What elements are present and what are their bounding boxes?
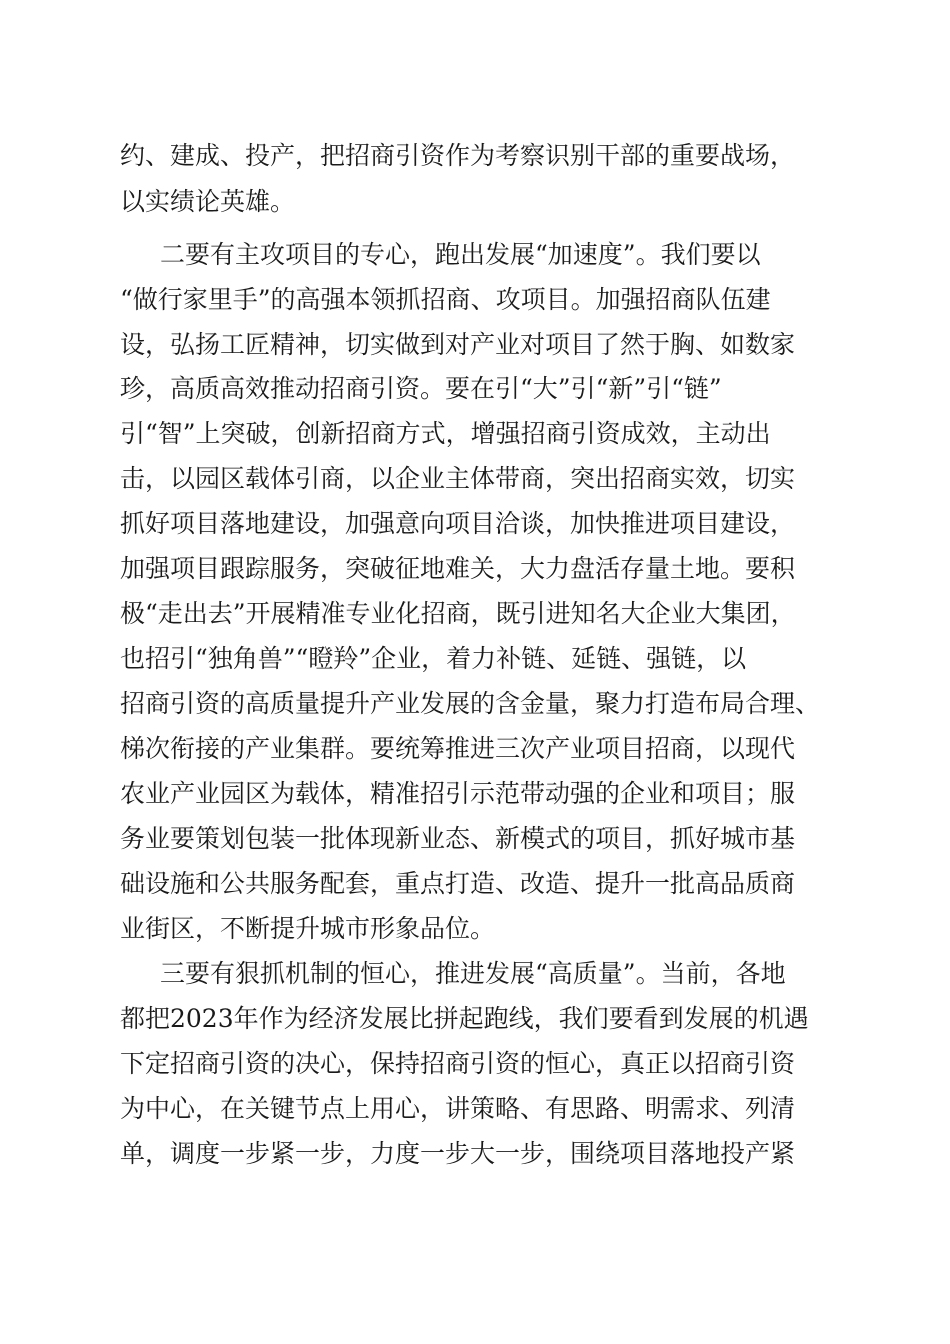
text-line: 础设施和公共服务配套，重点打造、改造、提升一批高品质商 — [120, 869, 796, 898]
text-line: “做行家里手”的高强本领抓招商、攻项目。加强招商队伍建 — [120, 285, 771, 314]
text-line: 务业要策划包装一批体现新业态、新模式的项目，抓好城市基 — [120, 824, 796, 853]
paragraph-3-first-line: 三要有狠抓机制的恒心，推进发展“高质量”。当前，各地 — [160, 959, 786, 988]
text-line: 为中心，在关键节点上用心，讲策略、有思路、明需求、列清 — [120, 1094, 796, 1123]
text-line: 珍，高质高效推动招商引资。要在引“大”引“新”引“链” — [120, 374, 722, 403]
text-line: 都把2023年作为经济发展比拼起跑线，我们要看到发展的机遇 — [120, 1004, 809, 1033]
text-line: 以实绩论英雄。 — [120, 187, 296, 216]
text-line: 业街区，不断提升城市形象品位。 — [120, 914, 496, 943]
text-line: 招商引资的高质量提升产业发展的含金量，聚力打造布局合理、 — [120, 689, 821, 718]
text-line: 单，调度一步紧一步，力度一步大一步，围绕项目落地投产紧 — [120, 1139, 796, 1168]
paragraph-2-first-line: 二要有主攻项目的专心，跑出发展“加速度”。我们要以 — [160, 240, 761, 269]
text-line: 约、建成、投产，把招商引资作为考察识别干部的重要战场， — [120, 141, 796, 170]
text-line: 加强项目跟踪服务，突破征地难关，大力盘活存量土地。要积 — [120, 554, 796, 583]
text-line: 也招引“独角兽”“瞪羚”企业，着力补链、延链、强链，以 — [120, 644, 747, 673]
text-line: 引“智”上突破，创新招商方式，增强招商引资成效，主动出 — [120, 419, 771, 448]
text-line: 农业产业园区为载体，精准招引示范带动强的企业和项目；服 — [120, 779, 796, 808]
text-line: 击，以园区载体引商，以企业主体带商，突出招商实效，切实 — [120, 464, 796, 493]
text-line: 极“走出去”开展精准专业化招商，既引进知名大企业大集团， — [120, 599, 796, 628]
text-line: 抓好项目落地建设，加强意向项目洽谈，加快推进项目建设， — [120, 509, 796, 538]
text-line: 梯次衔接的产业集群。要统筹推进三次产业项目招商，以现代 — [120, 734, 796, 763]
text-line: 下定招商引资的决心，保持招商引资的恒心，真正以招商引资 — [120, 1049, 796, 1078]
text-line: 设，弘扬工匠精神，切实做到对产业对项目了然于胸、如数家 — [120, 330, 796, 359]
